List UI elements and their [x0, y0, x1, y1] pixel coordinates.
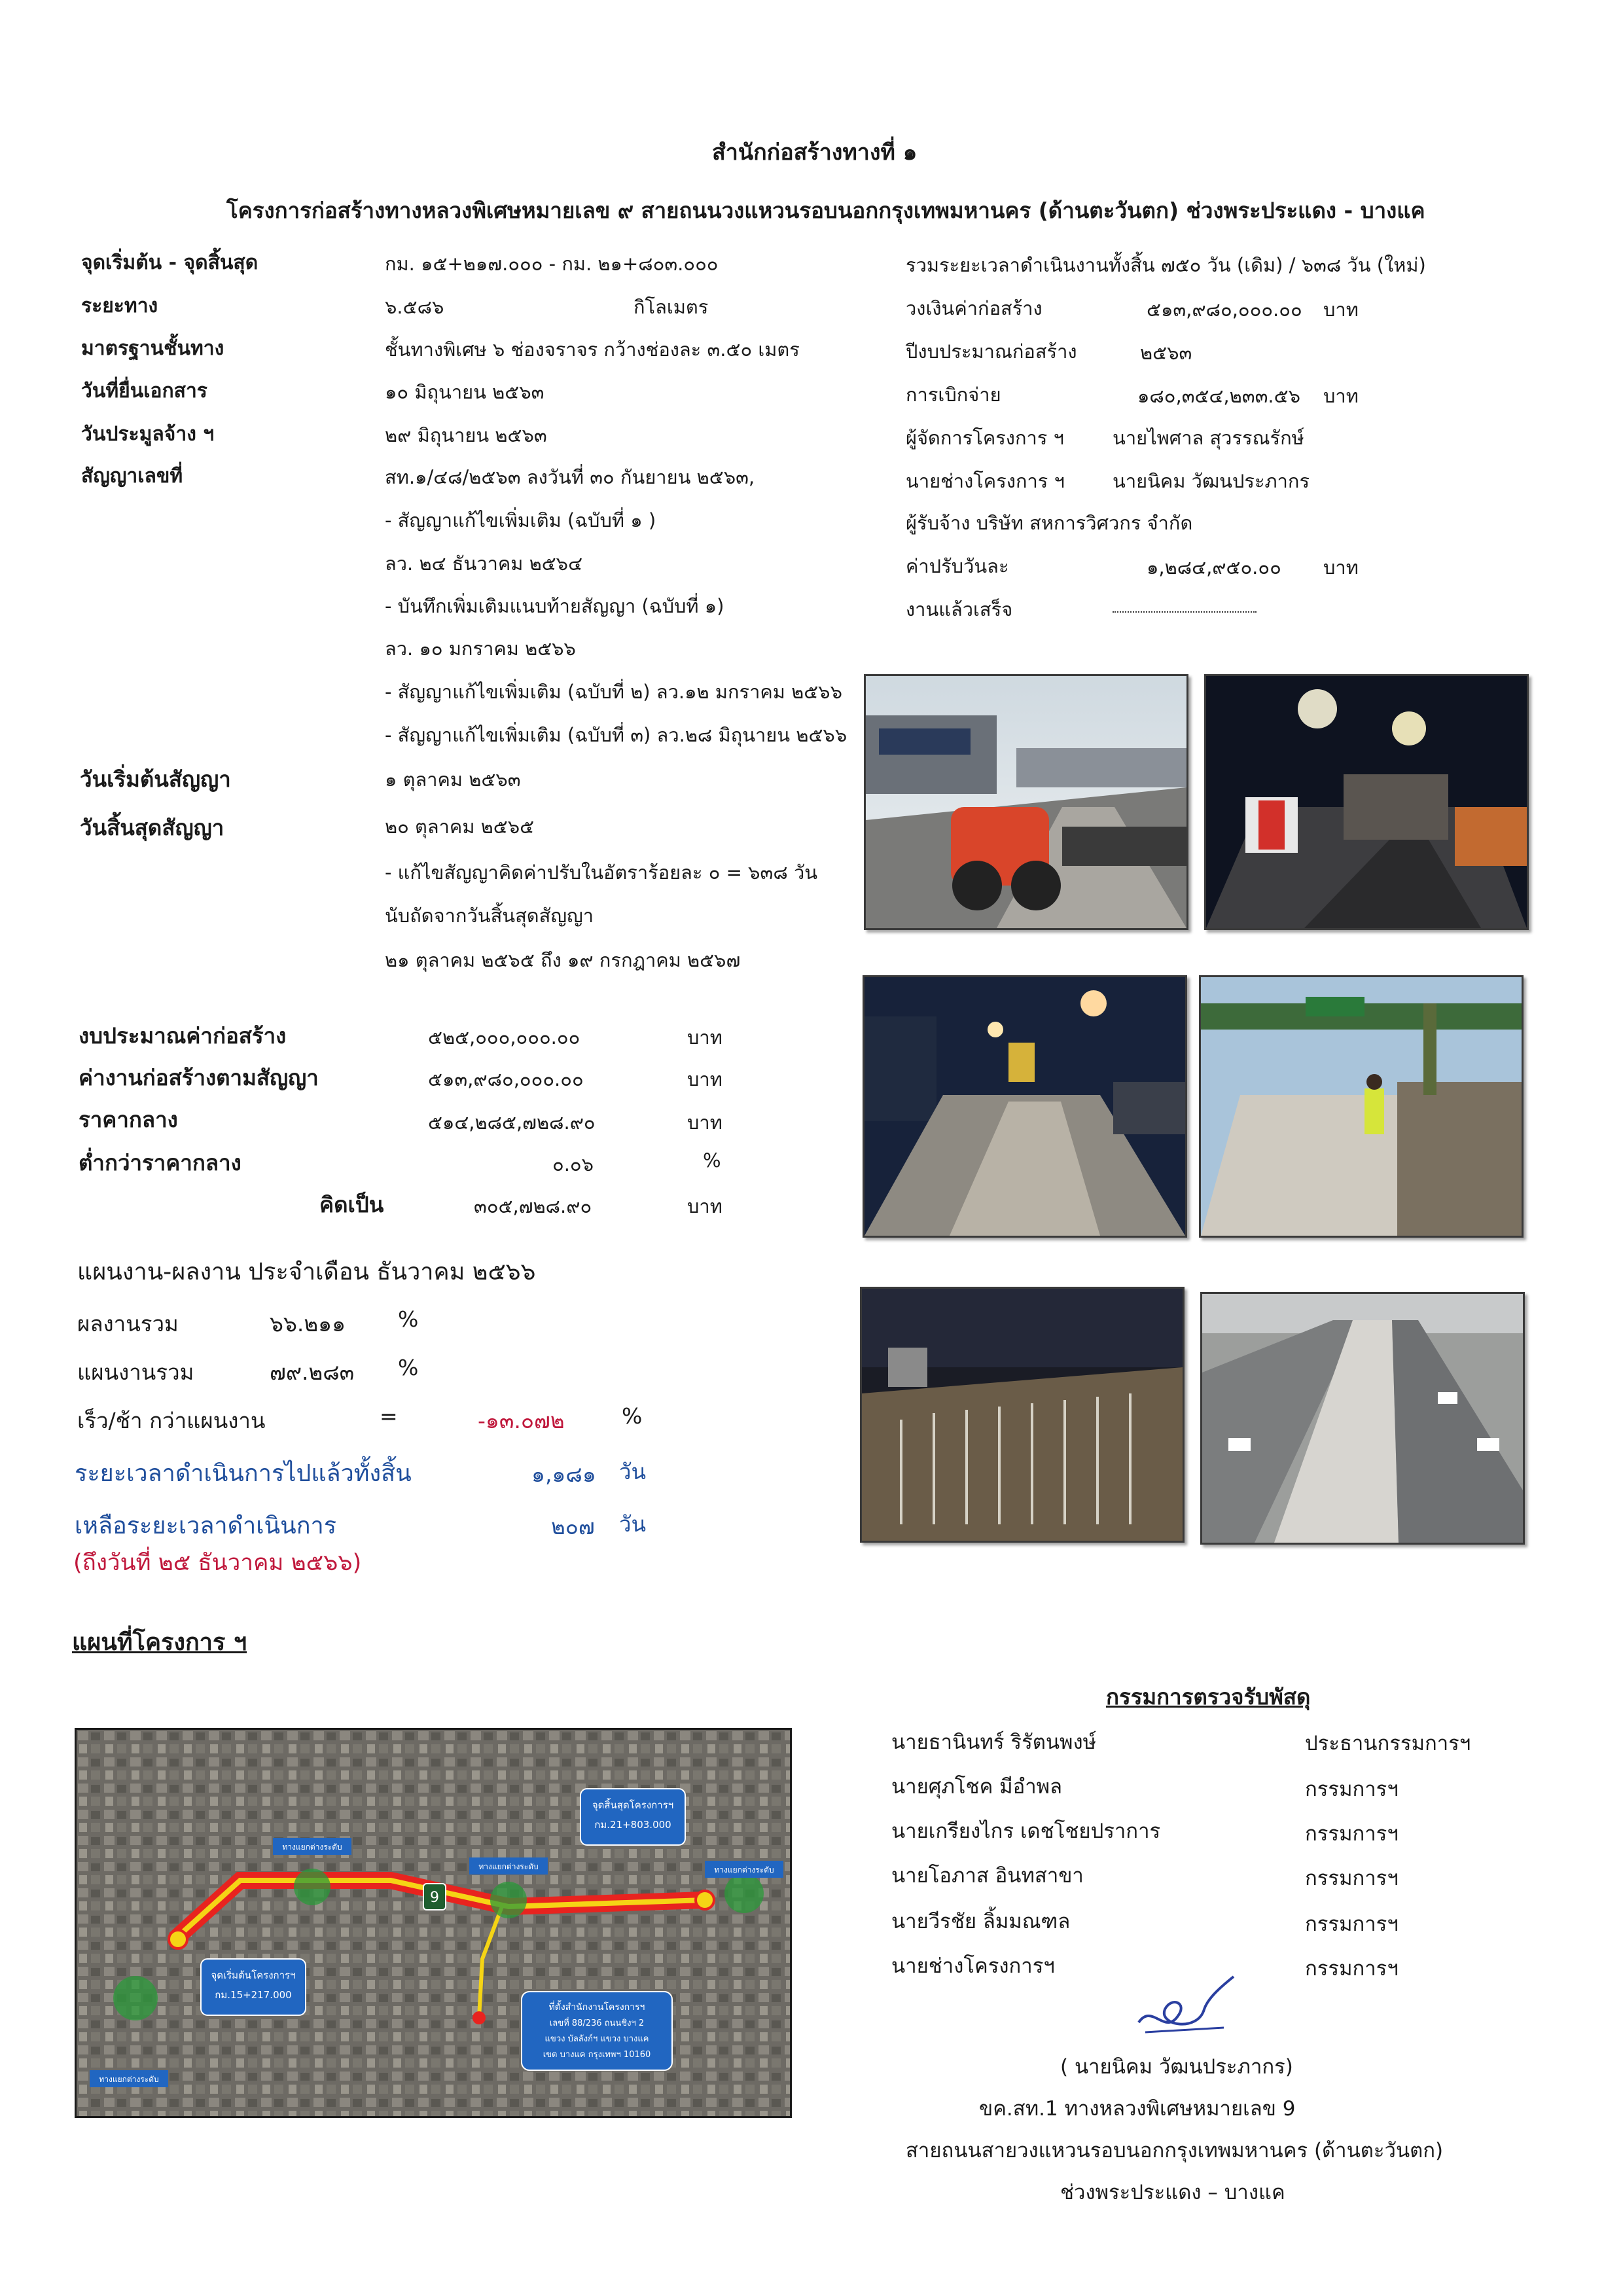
member-name: นายโอภาส อินทสาขา: [891, 1864, 1084, 1888]
budget-value: ๕๑๓,๙๘๐,๐๐๐.๐๐: [428, 1068, 584, 1090]
budget-value: ๐.๐๖: [552, 1153, 594, 1175]
info-value-distance: ๖.๕๘๖: [385, 296, 444, 318]
budget-unit: บาท: [687, 1111, 722, 1134]
contract-note: ๒๑ ตุลาคม ๒๕๖๕ ถึง ๑๙ กรกฎาคม ๒๕๖๗: [385, 949, 741, 971]
contract-line: - บันทึกเพิ่มเติมแนบท้ายสัญญา (ฉบับที่ ๑): [385, 595, 724, 617]
contract-start-label: วันเริ่มต้นสัญญา: [80, 766, 231, 792]
site-photo-4: [1199, 975, 1524, 1238]
right-label-project-manager: ผู้จัดการโครงการ ฯ: [906, 427, 1064, 449]
right-label-duration: รวมระยะเวลาดำเนินงานทั้งสิ้น ๗๕๐ วัน (เดิม) / ๖๓๘ วัน (ใหม่): [906, 254, 1426, 276]
info-value-standard: ชั้นทางพิเศษ ๖ ช่องจราจร กว้างช่องละ ๓.๕๐ เมตร: [385, 338, 800, 361]
contract-line: - สัญญาแก้ไขเพิ่มเติม (ฉบับที่ ๒) ลว.๑๒ มกราคม ๒๕๖๖: [385, 681, 843, 703]
diff-equals: =: [380, 1403, 398, 1429]
office-box-line: เลขที่ 88/236 ถนนชิงฯ 2: [549, 2018, 645, 2028]
right-value-project-engineer: นายนิคม วัฒนประภากร: [1113, 470, 1310, 492]
contract-note: นับถัดจากวันสิ้นสุดสัญญา: [385, 905, 594, 927]
member-role: ประธานกรรมการฯ: [1305, 1732, 1471, 1755]
start-box-value: กม.15+217.000: [215, 1989, 292, 2001]
site-photo-2: [1204, 674, 1529, 930]
interchange-label: ทางแยกต่างระดับ: [282, 1842, 342, 1852]
project-map: [75, 1728, 792, 2118]
right-value-fiscal-year: ๒๕๖๓: [1140, 342, 1192, 364]
budget-label: ค่างานก่อสร้างตามสัญญา: [79, 1065, 319, 1090]
right-label-contract-amount: วงเงินค่าก่อสร้าง: [906, 297, 1043, 319]
signature-line3: ช่วงพระประแดง – บางแค: [1060, 2181, 1285, 2204]
signature-name: ( นายนิคม วัฒนประภากร): [1060, 2055, 1293, 2079]
budget-unit: บาท: [687, 1026, 722, 1049]
member-role: กรรมการฯ: [1305, 1912, 1399, 1936]
right-unit-disbursement: บาท: [1323, 385, 1359, 407]
plan-unit: %: [398, 1355, 419, 1380]
info-value-contract-no: สท.๑/๔๘/๒๕๖๓ ลงวันที่ ๓๐ กันยายน ๒๕๖๓,: [385, 466, 755, 488]
budget-unit: บาท: [687, 1068, 722, 1090]
budget-value: ๕๑๔,๒๘๕,๗๒๘.๙๐: [428, 1111, 596, 1134]
right-label-completed: งานแล้วเสร็จ: [906, 598, 1013, 620]
member-name: นายธานินทร์ ริรัตนพงษ์: [891, 1731, 1097, 1754]
member-name: นายช่างโครงการฯ: [891, 1954, 1055, 1978]
member-name: นายเกรียงไกร เดชโชยปราการ: [891, 1820, 1161, 1843]
plan-value: ๗๙.๒๘๓: [270, 1359, 355, 1385]
result-value: ๖๖.๒๑๑: [270, 1311, 346, 1336]
elapsed-label: ระยะเวลาดำเนินการไปแล้วทั้งสิ้น: [75, 1460, 412, 1487]
site-photo-6: [1200, 1292, 1525, 1545]
contract-line: ลว. ๒๔ ธันวาคม ๒๕๖๔: [385, 552, 583, 575]
info-value-submit-date: ๑๐ มิถุนายน ๒๕๖๓: [385, 381, 544, 403]
right-label-daily-fine: ค่าปรับวันละ: [906, 555, 1009, 577]
contract-line: - สัญญาแก้ไขเพิ่มเติม (ฉบับที่ ๓) ลว.๒๘ มิถุนายน ๒๕๖๖: [385, 724, 847, 746]
signature-line2: สายถนนสายวงแหวนรอบนอกกรุงเทพมหานคร (ด้านตะวันตก): [906, 2139, 1444, 2162]
right-value-daily-fine: ๑,๒๘๔,๙๕๐.๐๐: [1147, 556, 1281, 579]
contract-line: - สัญญาแก้ไขเพิ่มเติม (ฉบับที่ ๑ ): [385, 509, 656, 531]
budget-label: งบประมาณค่าก่อสร้าง: [79, 1023, 287, 1049]
member-role: กรรมการฯ: [1305, 1867, 1399, 1890]
member-name: นายวีรชัย ลิ้มมณฑล: [891, 1910, 1071, 1933]
budget-value: ๕๒๕,๐๐๐,๐๐๐.๐๐: [428, 1026, 580, 1049]
member-role: กรรมการฯ: [1305, 1822, 1399, 1846]
interchange-label: ทางแยกต่างระดับ: [714, 1865, 774, 1874]
diff-label: เร็ว/ช้า กว่าแผนงาน: [77, 1408, 266, 1433]
info-value-start-end: กม. ๑๕+๒๑๗.๐๐๐ - กม. ๒๑+๘๐๓.๐๐๐: [385, 253, 719, 275]
budget-label: คิดเป็น: [319, 1192, 384, 1217]
diff-unit: %: [622, 1403, 643, 1429]
remain-unit: วัน: [619, 1511, 647, 1537]
start-box-title: จุดเริ่มต้นโครงการฯ: [211, 1969, 296, 1981]
site-photo-5: [860, 1287, 1185, 1543]
completed-dotted-line: [1113, 594, 1257, 618]
info-label-start-end: จุดเริ่มต้น - จุดสิ้นสุด: [81, 251, 259, 274]
info-unit-distance: กิโลเมตร: [633, 296, 709, 318]
end-box-title: จุดสิ้นสุดโครงการฯ: [592, 1799, 674, 1811]
interchange-label: ทางแยกต่างระดับ: [99, 2075, 159, 2084]
remain-label: เหลือระยะเวลาดำเนินการ: [75, 1513, 337, 1539]
progress-heading: แผนงาน-ผลงาน ประจำเดือน ธันวาคม ๒๕๖๖: [77, 1259, 536, 1285]
plan-label: แผนงานรวม: [77, 1359, 194, 1385]
contract-end-label: วันสิ้นสุดสัญญา: [80, 815, 224, 840]
member-role: กรรมการฯ: [1305, 1778, 1399, 1801]
info-label-submit-date: วันที่ยื่นเอกสาร: [81, 380, 207, 403]
route-shield-label: 9: [430, 1890, 439, 1906]
right-label-project-engineer: นายช่างโครงการ ฯ: [906, 470, 1065, 492]
right-value-project-manager: นายไพศาล สุวรรณรักษ์: [1113, 427, 1304, 449]
info-label-distance: ระยะทาง: [81, 295, 158, 317]
office-title: สำนักก่อสร้างทางที่ ๑: [712, 139, 918, 166]
project-title: โครงการก่อสร้างทางหลวงพิเศษหมายเลข ๙ สายถนนวงแหวนรอบนอกกรุงเทพมหานคร (ด้านตะวันตก) ช่วงพระประแดง - บางแค: [226, 198, 1425, 223]
budget-unit: บาท: [687, 1195, 722, 1217]
right-label-contractor: ผู้รับจ้าง บริษัท สหการวิศวกร จำกัด: [906, 512, 1193, 534]
right-unit-contract-amount: บาท: [1323, 298, 1359, 321]
contract-note: - แก้ไขสัญญาคิดค่าปรับในอัตราร้อยละ ๐ = ๖๓๘ วัน: [385, 861, 818, 884]
signature-line1: ขค.สท.1 ทางหลวงพิเศษหมายเลข 9: [979, 2097, 1296, 2121]
site-photo-3: [863, 975, 1187, 1238]
right-value-contract-amount: ๕๑๓,๙๘๐,๐๐๐.๐๐: [1147, 298, 1302, 321]
interchange-label: ทางแยกต่างระดับ: [478, 1862, 539, 1871]
committee-heading: กรรมการตรวจรับพัสดุ: [1106, 1684, 1311, 1710]
budget-value: ๓๐๕,๗๒๘.๙๐: [474, 1195, 592, 1217]
result-unit: %: [398, 1306, 419, 1332]
info-label-standard: มาตรฐานชั้นทาง: [81, 337, 224, 360]
right-label-disbursement: การเบิกจ่าย: [906, 384, 1001, 406]
right-label-fiscal-year: ปีงบประมาณก่อสร้าง: [906, 340, 1077, 363]
map-heading: แผนที่โครงการ ฯ: [72, 1629, 247, 1656]
site-photo-1: [864, 674, 1188, 930]
remain-value: ๒๐๗: [551, 1514, 595, 1539]
contract-line: ลว. ๑๐ มกราคม ๒๕๖๖: [385, 637, 576, 660]
office-box-line: แขวง บัลลังก์ฯ แขวง บางแค: [544, 2034, 649, 2044]
info-value-bid-date: ๒๙ มิถุนายน ๒๕๖๓: [385, 424, 547, 446]
elapsed-unit: วัน: [619, 1459, 647, 1484]
member-name: นายศุภโชค มีอำพล: [891, 1775, 1063, 1799]
right-value-disbursement: ๑๘๐,๓๕๔,๒๓๓.๕๖: [1137, 385, 1300, 407]
as-of-date: (ถึงวันที่ ๒๕ ธันวาคม ๒๕๖๖): [73, 1550, 362, 1576]
right-unit-daily-fine: บาท: [1323, 556, 1359, 579]
budget-label: ต่ำกว่าราคากลาง: [79, 1150, 241, 1175]
budget-unit: %: [703, 1149, 721, 1172]
office-box-line: เขต บางแค กรุงเทพฯ 10160: [543, 2050, 651, 2060]
budget-label: ราคากลาง: [79, 1107, 178, 1132]
office-box-line: ที่ตั้งสำนักงานโครงการฯ: [548, 2002, 645, 2013]
info-label-contract-no: สัญญาเลขที่: [81, 465, 183, 488]
elapsed-value: ๑,๑๘๑: [531, 1462, 596, 1487]
contract-end-value: ๒๐ ตุลาคม ๒๕๖๕: [385, 816, 535, 838]
member-role: กรรมการฯ: [1305, 1957, 1399, 1981]
end-box-value: กม.21+803.000: [594, 1819, 671, 1831]
signature-mark: [1126, 1970, 1243, 2047]
diff-value: -๑๓.๐๗๒: [478, 1408, 565, 1433]
contract-start-value: ๑ ตุลาคม ๒๕๖๓: [385, 768, 521, 791]
info-label-bid-date: วันประมูลจ้าง ฯ: [81, 423, 215, 446]
result-label: ผลงานรวม: [77, 1311, 179, 1336]
